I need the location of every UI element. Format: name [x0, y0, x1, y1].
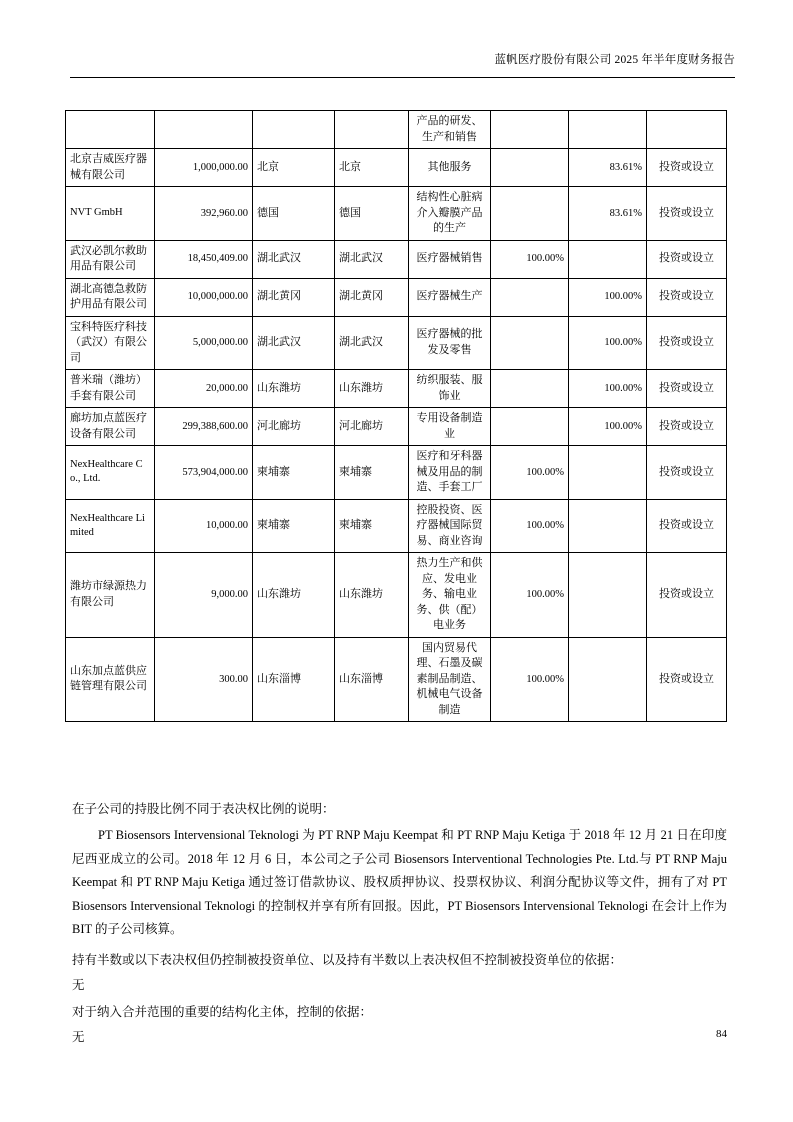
header-divider-rule — [70, 77, 735, 78]
note-heading-ownership-vs-voting: 在子公司的持股比例不同于表决权比例的说明： — [72, 802, 335, 816]
table-row — [66, 240, 727, 278]
cell-acquisition-method: 投资或设立 — [647, 553, 727, 638]
cell-acquisition-method: 投资或设立 — [647, 149, 727, 187]
cell-registration-place: 北京 — [335, 149, 409, 187]
cell-company-name: NVT GmbH — [66, 187, 155, 241]
cell-company-name — [66, 111, 155, 149]
cell-holding-direct: 100.00% — [491, 553, 569, 638]
cell-company-name: 宝科特医疗科技（武汉）有限公司 — [66, 316, 155, 370]
cell-registered-capital: 573,904,000.00 — [155, 446, 253, 500]
cell-registration-place: 湖北黄冈 — [335, 278, 409, 316]
cell-registration-place: 河北廊坊 — [335, 408, 409, 446]
cell-acquisition-method: 投资或设立 — [647, 499, 727, 553]
note-heading-structured-entities: 对于纳入合并范围的重要的结构化主体，控制的依据： — [72, 1004, 373, 1019]
cell-business-nature: 医疗器械销售 — [409, 240, 491, 278]
cell-registered-capital: 20,000.00 — [155, 370, 253, 408]
cell-holding-indirect — [569, 499, 647, 553]
cell-business-nature: 医疗器械生产 — [409, 278, 491, 316]
note-paragraph-biosensors: PT Biosensors Intervensional Teknologi 为 PT RNP Maju Keempat 和 PT RNP Maju Ketiga 于 2018 年 12 月 21 日在印度尼西亚成立的公司。2018 年 12 月 6 日，本公司之子公司 Biosensors Interventional Technologies Pte. Ltd.与 PT RNP Maju Keempat 和 PT RNP Maju Ketiga 通过签订借款协议、股权质押协议、投票权协议、利润分配协议等文件，拥有了对 PT Biosensors Intervensional Teknologi 的控制权并享有所有回报。因此，PT Biosensors Intervensional Teknologi 在会计上作为 BIT 的子公司核算。 — [72, 828, 727, 936]
cell-business-nature: 其他服务 — [409, 149, 491, 187]
subsidiaries-table — [65, 110, 727, 722]
cell-holding-direct — [491, 370, 569, 408]
note-heading-control-basis: 持有半数或以下表决权但仍控制被投资单位、以及持有半数以上表决权但不控制被投资单位的依据： — [72, 952, 623, 967]
table-row — [66, 370, 727, 408]
cell-registration-place: 湖北武汉 — [335, 316, 409, 370]
cell-registration-place: 德国 — [335, 187, 409, 241]
cell-acquisition-method: 投资或设立 — [647, 316, 727, 370]
cell-acquisition-method: 投资或设立 — [647, 240, 727, 278]
cell-business-nature: 医疗器械的批发及零售 — [409, 316, 491, 370]
cell-acquisition-method: 投资或设立 — [647, 637, 727, 722]
cell-acquisition-method — [647, 111, 727, 149]
cell-registration-place: 山东潍坊 — [335, 553, 409, 638]
table-row — [66, 499, 727, 553]
cell-holding-direct: 100.00% — [491, 637, 569, 722]
cell-main-business-place: 山东潍坊 — [253, 553, 335, 638]
cell-holding-direct: 100.00% — [491, 499, 569, 553]
cell-acquisition-method: 投资或设立 — [647, 187, 727, 241]
table-row — [66, 316, 727, 370]
cell-company-name: 北京吉威医疗器械有限公司 — [66, 149, 155, 187]
cell-registration-place: 柬埔寨 — [335, 499, 409, 553]
cell-main-business-place: 湖北黄冈 — [253, 278, 335, 316]
cell-acquisition-method: 投资或设立 — [647, 370, 727, 408]
cell-business-nature: 纺织服装、服饰业 — [409, 370, 491, 408]
table-row — [66, 278, 727, 316]
cell-holding-indirect: 100.00% — [569, 408, 647, 446]
cell-holding-direct — [491, 187, 569, 241]
cell-holding-indirect — [569, 240, 647, 278]
cell-holding-direct — [491, 316, 569, 370]
cell-holding-indirect — [569, 111, 647, 149]
cell-company-name: 普米瑞（潍坊）手套有限公司 — [66, 370, 155, 408]
cell-registered-capital: 10,000.00 — [155, 499, 253, 553]
table-row — [66, 111, 727, 149]
cell-registration-place: 柬埔寨 — [335, 446, 409, 500]
cell-business-nature: 国内贸易代理、石墨及碳素制品制造、机械电气设备制造 — [409, 637, 491, 722]
cell-acquisition-method: 投资或设立 — [647, 446, 727, 500]
cell-registered-capital: 5,000,000.00 — [155, 316, 253, 370]
cell-registered-capital: 1,000,000.00 — [155, 149, 253, 187]
cell-business-nature: 专用设备制造业 — [409, 408, 491, 446]
cell-business-nature: 医疗和牙科器械及用品的制造、手套工厂 — [409, 446, 491, 500]
cell-main-business-place — [253, 111, 335, 149]
table-row — [66, 446, 727, 500]
cell-registered-capital: 10,000,000.00 — [155, 278, 253, 316]
page-number: 84 — [716, 1028, 727, 1040]
cell-holding-direct — [491, 408, 569, 446]
cell-business-nature: 产品的研发、生产和销售 — [409, 111, 491, 149]
cell-main-business-place: 湖北武汉 — [253, 316, 335, 370]
cell-holding-direct — [491, 278, 569, 316]
cell-acquisition-method: 投资或设立 — [647, 408, 727, 446]
cell-business-nature: 结构性心脏病介入瓣膜产品的生产 — [409, 187, 491, 241]
table-row — [66, 553, 727, 638]
cell-company-name: 武汉必凯尔救助用品有限公司 — [66, 240, 155, 278]
cell-registered-capital: 9,000.00 — [155, 553, 253, 638]
subsidiaries-table-container — [65, 110, 726, 722]
cell-main-business-place: 山东淄博 — [253, 637, 335, 722]
cell-registered-capital — [155, 111, 253, 149]
cell-holding-indirect — [569, 446, 647, 500]
cell-registered-capital: 300.00 — [155, 637, 253, 722]
cell-holding-direct: 100.00% — [491, 240, 569, 278]
cell-registered-capital: 299,388,600.00 — [155, 408, 253, 446]
notes-section — [72, 798, 727, 1052]
cell-holding-indirect: 100.00% — [569, 316, 647, 370]
cell-main-business-place: 湖北武汉 — [253, 240, 335, 278]
cell-main-business-place: 山东潍坊 — [253, 370, 335, 408]
cell-holding-indirect — [569, 637, 647, 722]
cell-company-name: NexHealthcare Limited — [66, 499, 155, 553]
cell-registered-capital: 18,450,409.00 — [155, 240, 253, 278]
table-row — [66, 149, 727, 187]
cell-acquisition-method: 投资或设立 — [647, 278, 727, 316]
cell-registered-capital: 392,960.00 — [155, 187, 253, 241]
note-answer-control-basis: 无 — [72, 977, 85, 992]
cell-holding-indirect: 100.00% — [569, 278, 647, 316]
cell-company-name: 山东加点蓝供应链管理有限公司 — [66, 637, 155, 722]
cell-main-business-place: 德国 — [253, 187, 335, 241]
cell-company-name: 廊坊加点蓝医疗设备有限公司 — [66, 408, 155, 446]
cell-registration-place: 山东潍坊 — [335, 370, 409, 408]
cell-holding-direct: 100.00% — [491, 446, 569, 500]
table-row — [66, 187, 727, 241]
cell-company-name: NexHealthcare Co., Ltd. — [66, 446, 155, 500]
cell-company-name: 湖北高德急救防护用品有限公司 — [66, 278, 155, 316]
cell-holding-indirect: 100.00% — [569, 370, 647, 408]
cell-holding-indirect — [569, 553, 647, 638]
note-answer-structured-entities: 无 — [72, 1029, 85, 1044]
cell-main-business-place: 北京 — [253, 149, 335, 187]
cell-business-nature: 控股投资、医疗器械国际贸易、商业咨询 — [409, 499, 491, 553]
cell-registration-place: 山东淄博 — [335, 637, 409, 722]
cell-registration-place: 湖北武汉 — [335, 240, 409, 278]
cell-company-name: 潍坊市绿源热力有限公司 — [66, 553, 155, 638]
cell-holding-indirect: 83.61% — [569, 149, 647, 187]
table-row — [66, 637, 727, 722]
cell-registration-place — [335, 111, 409, 149]
cell-business-nature: 热力生产和供应、发电业务、输电业务、供（配）电业务 — [409, 553, 491, 638]
cell-holding-indirect: 83.61% — [569, 187, 647, 241]
cell-holding-direct — [491, 149, 569, 187]
running-header: 蓝帆医疗股份有限公司 2025 年半年度财务报告 — [494, 54, 735, 66]
table-row — [66, 408, 727, 446]
cell-main-business-place: 柬埔寨 — [253, 446, 335, 500]
cell-holding-direct — [491, 111, 569, 149]
cell-main-business-place: 柬埔寨 — [253, 499, 335, 553]
cell-main-business-place: 河北廊坊 — [253, 408, 335, 446]
